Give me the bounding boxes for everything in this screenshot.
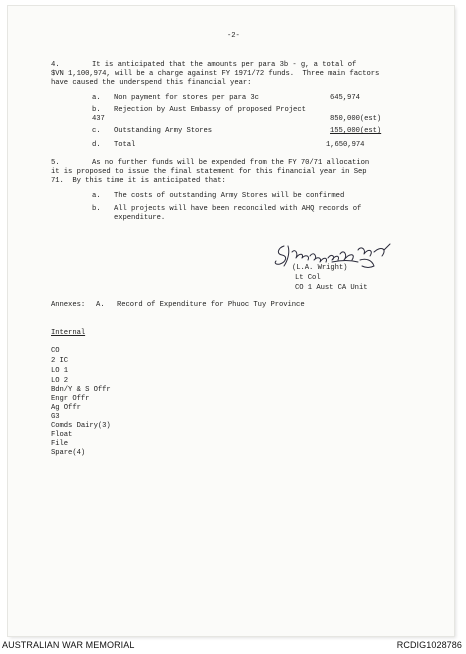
para4-item-c-letter: c. (92, 127, 101, 135)
para4-item-c-amount: 155,000(est) (330, 127, 382, 135)
para4-item-b-amount: 850,000(est) (330, 115, 382, 123)
distribution-item: Comds Dairy(3) (51, 422, 111, 430)
para4-item-b-text: Rejection by Aust Embassy of proposed Project (114, 106, 306, 114)
distribution-item: File (51, 440, 69, 448)
distribution-item: Bdn/Y & S Offr (51, 386, 111, 394)
para4-line1: It is anticipated that the amounts per para 3b - g, a total of (92, 61, 357, 69)
para5-line2: it is proposed to issue the final statement for this financial year in Sep (51, 168, 367, 176)
page-number: -2- (227, 32, 240, 40)
para4-item-c-text: Outstanding Army Stores (114, 127, 213, 135)
para5-item-b-text2: expenditure. (114, 214, 166, 222)
distribution-item: LO 2 (51, 377, 69, 385)
distribution-item: Engr Offr (51, 395, 90, 403)
footer-source: AUSTRALIAN WAR MEMORIAL (2, 640, 135, 650)
para5-item-a-text: The costs of outstanding Army Stores will be confirmed (114, 192, 345, 200)
footer-identifier: RCDIG1028786 (396, 640, 462, 650)
para4-item-b-letter: b. (92, 106, 101, 114)
distribution-item: G3 (51, 413, 60, 421)
para4-item-a-amount: 645,974 (330, 94, 360, 102)
para4-item-d-amount: 1,650,974 (326, 141, 365, 149)
para4-item-d-text: Total (114, 141, 136, 149)
para4-item-d-letter: d. (92, 141, 101, 149)
para4-line3: have caused the underspend this financial year: (51, 79, 252, 87)
para4-item-b-text2: 437 (92, 115, 105, 123)
para5-line1: As no further funds will be expended from the FY 70/71 allocation (92, 159, 370, 167)
distribution-item: LO 1 (51, 367, 69, 375)
para4-item-a-letter: a. (92, 94, 101, 102)
distribution-item: 2 IC (51, 357, 69, 365)
distribution-item: Spare(4) (51, 449, 86, 457)
para4-item-a-text: Non payment for stores per para 3c (114, 94, 259, 102)
signatory-name: (L.A. Wright) (292, 264, 348, 272)
para5-number: 5. (51, 159, 60, 167)
para4-line2: $VN 1,100,974, will be a charge against FY 1971/72 funds. Three main factors (51, 70, 380, 78)
distribution-item: CO (51, 347, 60, 355)
distribution-item: Float (51, 431, 73, 439)
distribution-item: Ag Offr (51, 404, 81, 412)
para5-item-b-letter: b. (92, 205, 101, 213)
signatory-rank: Lt Col (295, 274, 321, 282)
para5-item-b-text: All projects will have been reconciled with AHQ records of (114, 205, 362, 213)
annexes-label: Annexes: (51, 301, 86, 309)
para5-item-a-letter: a. (92, 192, 101, 200)
para5-line3: 71. By this time it is anticipated that: (51, 177, 226, 185)
annex-a-text: Record of Expenditure for Phuoc Tuy Province (117, 301, 305, 309)
annex-a-letter: A. (96, 301, 105, 309)
distribution-heading: Internal (51, 329, 86, 337)
para4-number: 4. (51, 61, 60, 69)
signatory-unit: CO 1 Aust CA Unit (295, 284, 368, 292)
